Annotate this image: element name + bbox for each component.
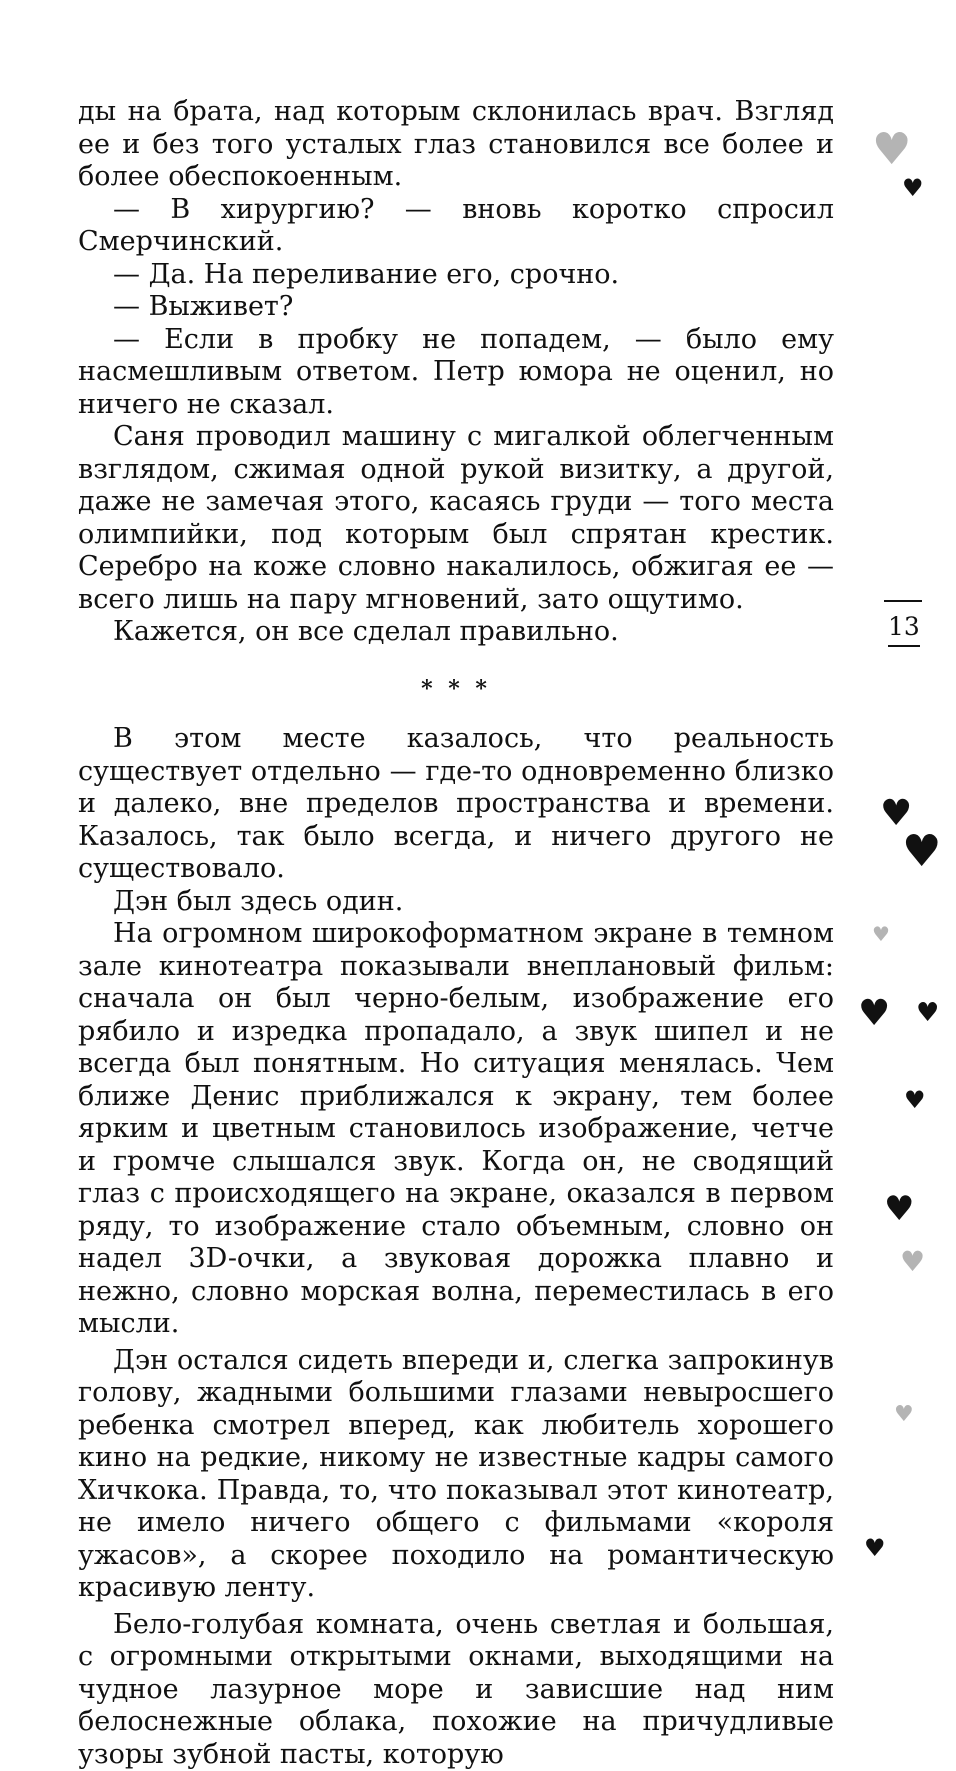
heart-icon: ♥ xyxy=(872,128,911,172)
paragraph-dialogue: — Выживет? xyxy=(78,291,834,324)
heart-icon: ♥ xyxy=(902,830,941,874)
heart-icon: ♥ xyxy=(894,1404,914,1426)
heart-icon: ♥ xyxy=(858,996,890,1032)
heart-icon: ♥ xyxy=(872,924,890,944)
page-number-rule xyxy=(884,600,922,602)
paragraph: Кажется, он все сделал правильно. xyxy=(78,616,834,649)
heart-icon: ♥ xyxy=(880,796,912,832)
section-separator: * * * xyxy=(78,673,834,706)
page-number: 13 xyxy=(888,612,920,647)
paragraph: На огромном широкоформатном экране в темном зале кинотеатра показывали внеплановый фильм: сначала он был черно-белым, изображение его рябило и изредка пропадало, а звук шипел и не всегда был понятным. Но ситуация менялась. Чем ближе Денис приближался к экрану, тем более ярким и цветным становилось изображение, четче и громче слышался звук. Когда он, не сводящий глаз с происходящего на экране, оказался в первом ряду, то изображение стало объемным, словно он надел 3D-очки, а звуковая дорожка плавно и нежно, словно морская волна, переместилась в его мысли. xyxy=(78,918,834,1341)
paragraph-dialogue: — Да. На переливание его, срочно. xyxy=(78,259,834,292)
heart-icon: ♥ xyxy=(904,1088,926,1112)
heart-icon: ♥ xyxy=(884,1192,914,1226)
paragraph-dialogue: — Если в пробку не попадем, — было ему насмешливым ответом. Петр юмора не оценил, но ничего не сказал. xyxy=(78,324,834,422)
paragraph: Саня проводил машину с мигалкой облегченным взглядом, сжимая одной рукой визитку, а другой, даже не замечая этого, касаясь груди — того места олимпийки, под которым был спрятан крестик. Серебро на коже словно накалилось, обжигая ее — всего лишь на пару мгновений, зато ощутимо. xyxy=(78,421,834,616)
heart-icon: ♥ xyxy=(916,1000,939,1026)
paragraph: Дэн был здесь один. xyxy=(78,886,834,919)
paragraph: Дэн остался сидеть впереди и, слегка запрокинув голову, жадными большими глазами невыросшего ребенка смотрел вперед, как любитель хорошего кино на редкие, никому не известные кадры самого Хичкока. Правда, то, что показывал этот кинотеатр, не имело ничего общего с фильмами «короля ужасов», а скорее походило на романтическую красивую ленту. xyxy=(78,1345,834,1605)
paragraph-continuation: ды на брата, над которым склонилась врач. Взгляд ее и без того усталых глаз становился все более и более обеспокоенным. xyxy=(78,96,834,194)
paragraph: Бело-голубая комната, очень светлая и большая, с огромными открытыми окнами, выходящими на чудное лазурное море и зависшие над ним белоснежные облака, похожие на причудливые узоры зубной пасты, которую xyxy=(78,1609,834,1771)
paragraph: В этом месте казалось, что реальность существует отдельно — где-то одновременно близко и далеко, вне пределов пространства и времени. Казалось, так было всегда, и ничего другого не существовало. xyxy=(78,723,834,886)
paragraph-dialogue: — В хирургию? — вновь коротко спросил Смерчинский. xyxy=(78,194,834,259)
page-body-text xyxy=(78,96,834,1771)
heart-icon: ♥ xyxy=(900,1248,925,1276)
heart-icon: ♥ xyxy=(864,1536,886,1560)
heart-icon: ♥ xyxy=(902,176,924,200)
